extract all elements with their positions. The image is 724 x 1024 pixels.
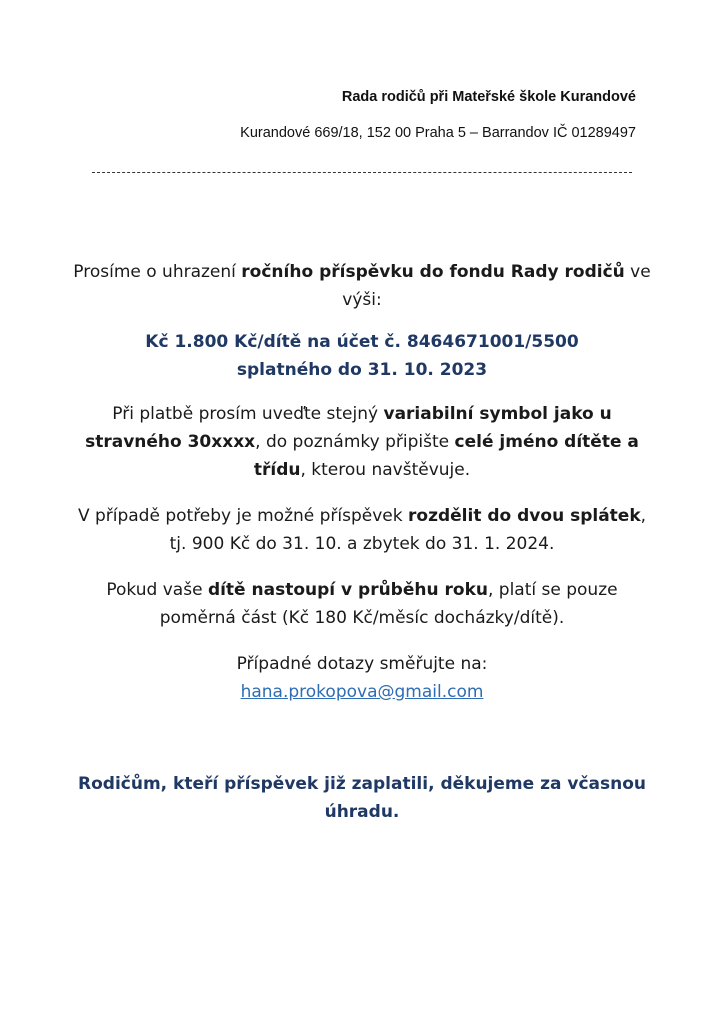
contact-paragraph bbox=[70, 650, 654, 706]
variable-symbol-paragraph bbox=[70, 400, 654, 484]
dashed-separator bbox=[92, 172, 632, 173]
organization-address: Kurandové 669/18, 152 00 Praha 5 – Barrandov IČ 01289497 bbox=[240, 125, 636, 141]
thanks-paragraph: Rodičům, kteří příspěvek již zaplatili, děkujeme za včasnou úhradu. bbox=[78, 774, 646, 822]
late-start-paragraph bbox=[70, 576, 654, 632]
request-text-1: Prosíme o uhrazení bbox=[73, 262, 242, 282]
request-bold-fund: ročního příspěvku do fondu Rady rodičů bbox=[241, 262, 625, 282]
notice-body bbox=[70, 258, 654, 826]
symbol-bold-variable: variabilní symbol jako u stravného 30xxxx bbox=[85, 404, 612, 452]
amount-line: Kč 1.800 Kč/dítě na účet č. 8464671001/5500 bbox=[145, 332, 579, 352]
split-text-2: , tj. 900 Kč do 31. 10. a zbytek do 31. 1. 2024. bbox=[169, 506, 647, 554]
due-date-line: splatného do 31. 10. 2023 bbox=[236, 360, 488, 380]
request-text-2: ve výši: bbox=[342, 262, 651, 310]
late-text-1: Pokud vaše bbox=[106, 580, 208, 600]
contact-label: Případné dotazy směřujte na: bbox=[236, 654, 488, 674]
late-bold: dítě nastoupí v průběhu roku bbox=[207, 580, 488, 600]
organization-name: Rada rodičů při Mateřské škole Kurandové bbox=[341, 89, 636, 105]
installments-paragraph bbox=[70, 502, 654, 558]
payment-request-paragraph bbox=[70, 258, 654, 314]
split-bold: rozdělit do dvou splátek bbox=[408, 506, 641, 526]
symbol-text-2: , do poznámky připište bbox=[255, 432, 455, 452]
symbol-bold-name: celé jméno dítěte a třídu bbox=[253, 432, 639, 480]
symbol-text-3: , kterou navštěvuje. bbox=[300, 460, 471, 480]
split-text-1: V případě potřeby je možné příspěvek bbox=[77, 506, 409, 526]
symbol-text-1: Při platbě prosím uveďte stejný bbox=[112, 404, 384, 424]
contact-email-link[interactable]: hana.prokopova@gmail.com bbox=[240, 682, 484, 702]
amount-paragraph bbox=[70, 328, 654, 384]
late-text-2: , platí se pouze poměrná část (Kč 180 Kč/měsíc docházky/dítě). bbox=[159, 580, 618, 628]
